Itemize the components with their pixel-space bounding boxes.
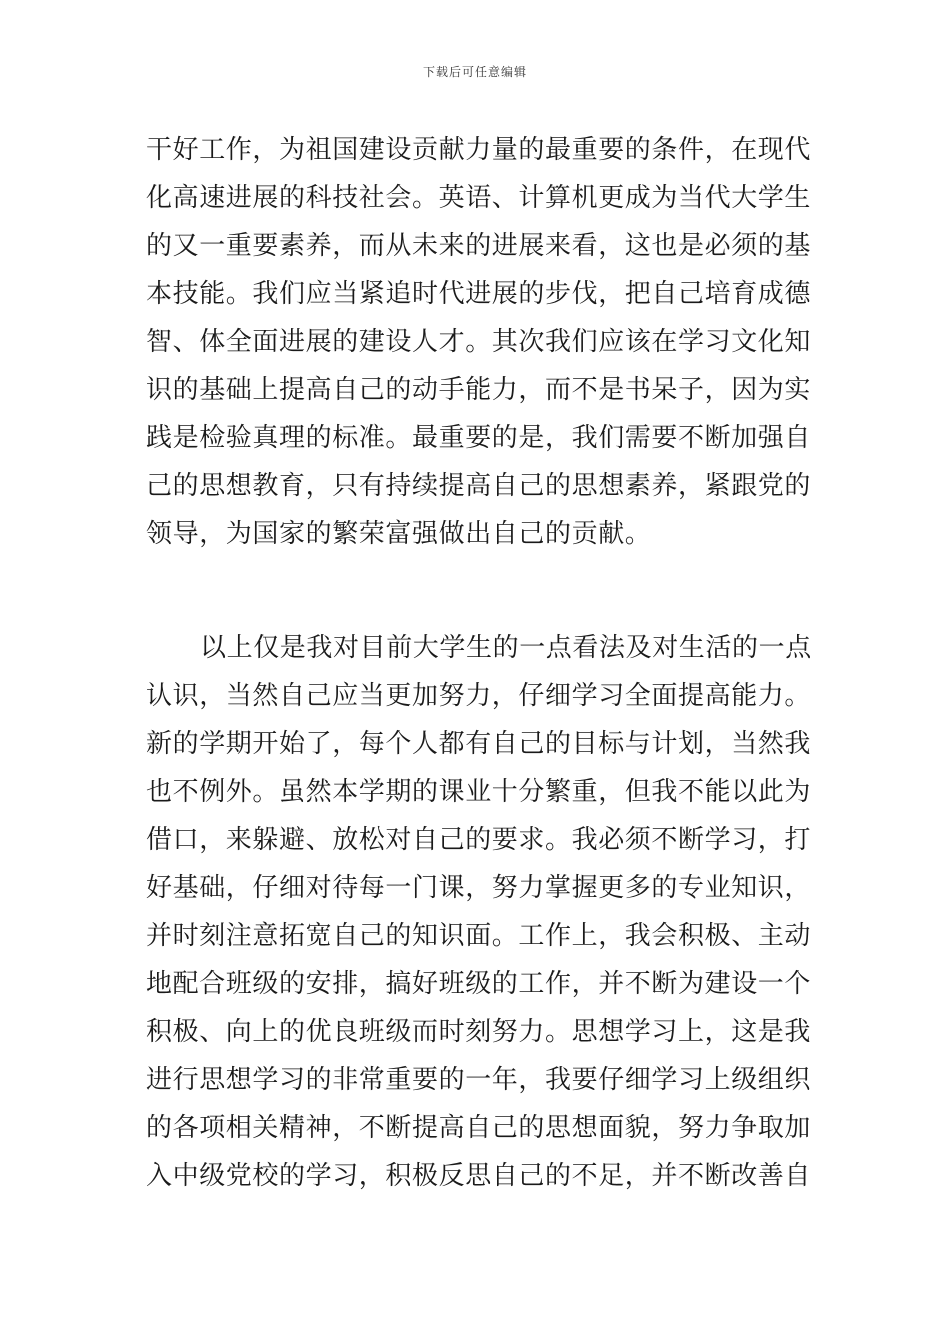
text-line: 干好工作，为祖国建设贡献力量的最重要的条件，在现代 bbox=[146, 135, 812, 165]
text-line: 也不例外。虽然本学期的课业十分繁重，但我不能以此为 bbox=[146, 777, 812, 807]
text-line: 新的学期开始了，每个人都有自己的目标与计划，当然我 bbox=[146, 729, 812, 759]
text-line: 的各项相关精神，不断提高自己的思想面貌，努力争取加 bbox=[146, 1113, 812, 1143]
text-line: 好基础，仔细对待每一门课，努力掌握更多的专业知识， bbox=[146, 873, 812, 903]
paragraph-1 bbox=[146, 126, 812, 558]
text-line: 己的思想教育，只有持续提高自己的思想素养，紧跟党的 bbox=[146, 471, 812, 501]
text-line: 本技能。我们应当紧追时代进展的步伐，把自己培育成德 bbox=[146, 279, 812, 309]
text-line: 的又一重要素养，而从未来的进展来看，这也是必须的基 bbox=[146, 231, 812, 261]
text-line: 识的基础上提高自己的动手能力，而不是书呆子，因为实 bbox=[146, 375, 812, 405]
paragraph-2 bbox=[146, 624, 812, 1200]
text-line: 化高速进展的科技社会。英语、计算机更成为当代大学生 bbox=[146, 183, 812, 213]
text-line: 领导，为国家的繁荣富强做出自己的贡献。 bbox=[146, 519, 652, 549]
text-line: 入中级党校的学习，积极反思自己的不足，并不断改善自 bbox=[146, 1161, 812, 1191]
text-line: 认识，当然自己应当更加努力，仔细学习全面提高能力。 bbox=[146, 681, 812, 711]
page-header: 下载后可任意编辑 bbox=[422, 65, 527, 79]
text-line: 践是检验真理的标准。最重要的是，我们需要不断加强自 bbox=[146, 423, 812, 453]
text-line: 积极、向上的优良班级而时刻努力。思想学习上，这是我 bbox=[146, 1017, 812, 1047]
text-line: 借口，来躲避、放松对自己的要求。我必须不断学习，打 bbox=[146, 825, 812, 855]
text-line: 进行思想学习的非常重要的一年，我要仔细学习上级组织 bbox=[146, 1065, 812, 1095]
text-line: 地配合班级的安排，搞好班级的工作，并不断为建设一个 bbox=[146, 969, 812, 999]
text-line-indented: 以上仅是我对目前大学生的一点看法及对生活的一点 bbox=[200, 633, 812, 663]
text-line: 并时刻注意拓宽自己的知识面。工作上，我会积极、主动 bbox=[146, 921, 812, 951]
text-line: 智、体全面进展的建设人才。其次我们应该在学习文化知 bbox=[146, 327, 812, 357]
